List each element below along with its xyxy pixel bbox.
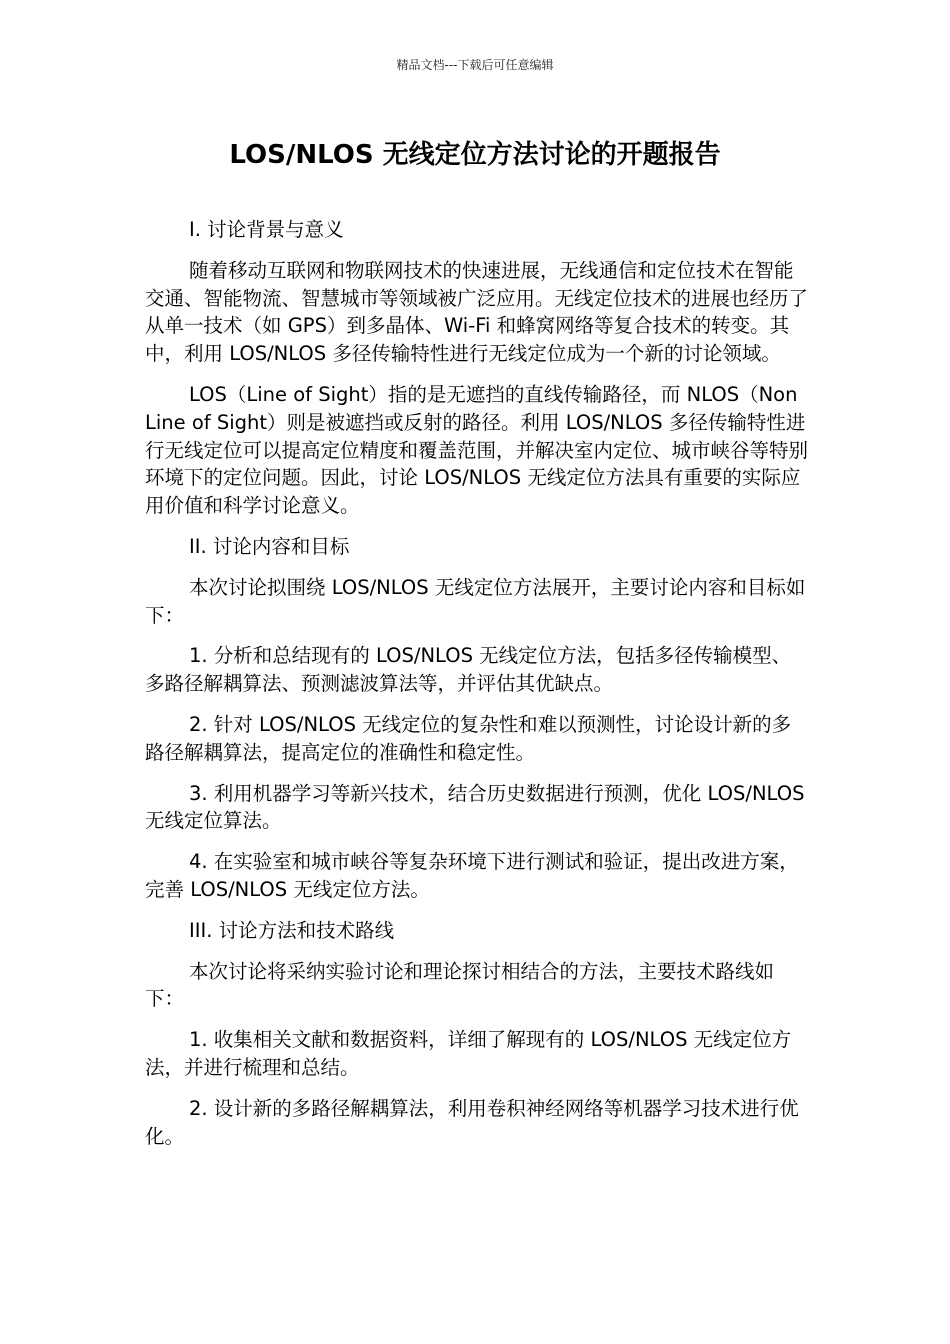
paragraph-content-intro: 本次讨论拟围绕 LOS/NLOS 无线定位方法展开，主要讨论内容和目标如下： <box>145 575 806 627</box>
list-item-method-2: 2. 设计新的多路径解耦算法，利用卷积神经网络等机器学习技术进行优化。 <box>145 1096 799 1148</box>
paragraph-method-intro: 本次讨论将采纳实验讨论和理论探讨相结合的方法，主要技术路线如下： <box>145 959 775 1011</box>
section-heading-1: I. 讨论背景与意义 <box>189 218 344 241</box>
list-item-content-4: 4. 在实验室和城市峡谷等复杂环境下进行测试和验证，提出改进方案，完善 LOS/NLOS 无线定位方法。 <box>145 850 799 901</box>
paragraph-background: 随着移动互联网和物联网技术的快速进展，无线通信和定位技术在智能交通、智能物流、智慧城市等领域被广泛应用。无线定位技术的进展也经历了从单一技术（如 GPS）到多晶体、Wi-Fi 和蜂窝网络等复合技术的转变。其中，利用 LOS/NLOS 多径传输特性进行无线定位成为一个新的讨论领域。 <box>145 258 809 366</box>
list-item-content-2: 2. 针对 LOS/NLOS 无线定位的复杂性和难以预测性，讨论设计新的多路径解耦算法，提高定位的准确性和稳定性。 <box>145 712 792 764</box>
list-item-content-3: 3. 利用机器学习等新兴技术，结合历史数据进行预测，优化 LOS/NLOS 无线定位算法。 <box>145 781 805 833</box>
header-note: 精品文档---下载后可任意编辑 <box>396 58 554 72</box>
document-title: LOS/NLOS 无线定位方法讨论的开题报告 <box>229 140 721 170</box>
paragraph-los-nlos-definition: LOS（Line of Sight）指的是无遮挡的直线传输路径，而 NLOS（Non Line of Sight）则是被遮挡或反射的路径。利用 LOS/NLOS 多径传输特性进行无线定位可以提高定位精度和覆盖范围，并解决室内定位、城市峡谷等特别环境下的定位问题。因此，讨论 LOS/NLOS 无线定位方法具有重要的实际应用价值和科学讨论意义。 <box>145 382 809 518</box>
document-body <box>145 216 810 1163</box>
section-heading-2: II. 讨论内容和目标 <box>189 534 350 558</box>
section-heading-3: III. 讨论方法和技术路线 <box>189 918 395 942</box>
list-item-method-1: 1. 收集相关文献和数据资料，详细了解现有的 LOS/NLOS 无线定位方法，并进行梳理和总结。 <box>145 1028 792 1079</box>
list-item-content-1: 1. 分析和总结现有的 LOS/NLOS 无线定位方法，包括多径传输模型、多路径解耦算法、预测滤波算法等，并评估其优缺点。 <box>145 644 792 696</box>
